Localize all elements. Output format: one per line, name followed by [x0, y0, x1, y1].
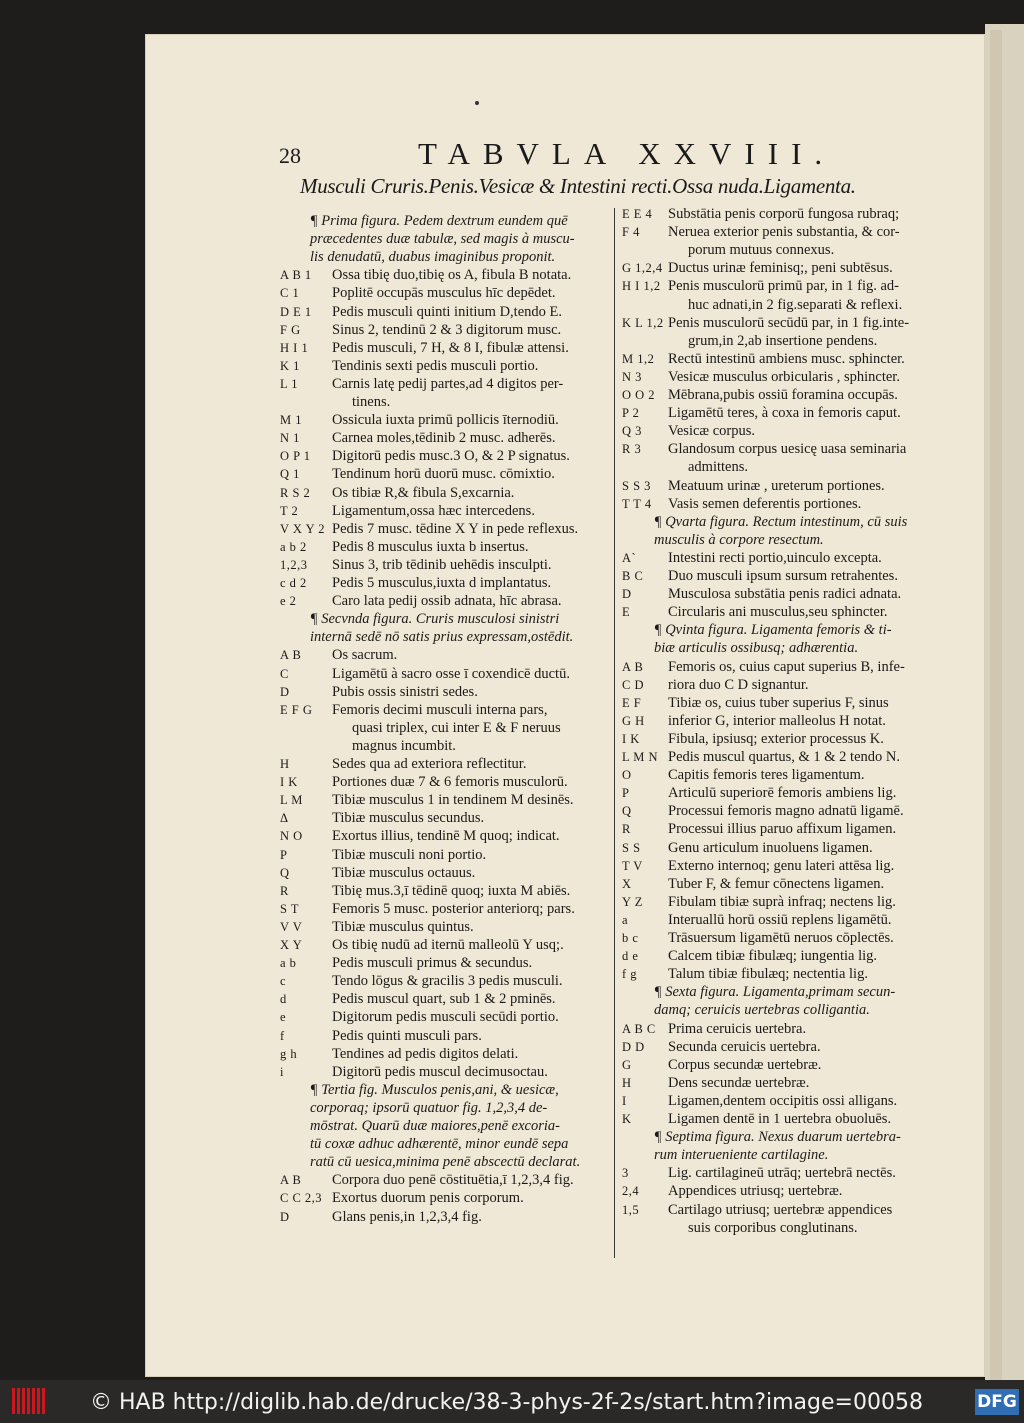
- entry-text: Carnis latę pedij partes,ad 4 digitos per-: [332, 375, 564, 392]
- entry-label: I: [622, 1093, 627, 1108]
- entry-text: Carnea moles,tēdinib 2 musc. adherēs.: [332, 430, 556, 447]
- entry-text: Corpora duo penē cōstituētia,ī 1,2,3,4 fig.: [332, 1172, 574, 1189]
- entry-text: Sinus 3, trib tēdinib uehēdis insculpti.: [332, 556, 552, 573]
- page-number: 28: [279, 143, 301, 168]
- entry-text: Corpus secundæ uertebræ.: [668, 1056, 822, 1073]
- entry-label: 1,2,3: [280, 557, 308, 572]
- entry-label: Q: [622, 804, 632, 819]
- entry-label: a: [622, 912, 629, 927]
- entry-label: Q: [280, 865, 290, 880]
- entry-label: F 4: [622, 225, 640, 240]
- entry-label: R: [280, 883, 289, 898]
- entry-text: Tibiæ musculi noni portio.: [332, 846, 487, 863]
- figure-caption: ¶ Qvinta figura. Ligamenta femoris & ti-: [654, 622, 892, 639]
- entry-text: Cartilago utriusq; uertebræ appendices: [668, 1201, 893, 1218]
- entry-label: P: [280, 847, 288, 862]
- entry-text: Vesicæ musculus orbicularis , sphincter.: [668, 368, 900, 385]
- entry-text: Os tibiæ R,& fibula S,excarnia.: [332, 484, 515, 501]
- entry-label: D D: [622, 1039, 645, 1054]
- figure-caption: ¶ Prima figura. Pedem dextrum eundem quē: [310, 213, 568, 229]
- entry-label: G: [622, 1057, 632, 1072]
- entry-text: Tendines ad pedis digitos delati.: [332, 1045, 519, 1062]
- entry-text: tinens.: [352, 394, 391, 410]
- entry-text: Dens secundæ uertebræ.: [668, 1074, 810, 1091]
- entry-text: Substātia penis corporū fungosa rubraq;: [668, 206, 900, 222]
- entry-label: K 1: [280, 358, 300, 373]
- entry-label: H I 1: [280, 340, 309, 355]
- entry-label: L M N: [622, 750, 659, 764]
- entry-label: C C 2,3: [280, 1191, 323, 1206]
- entry-text: magnus incumbit.: [352, 737, 456, 754]
- entry-label: K L 1,2: [622, 315, 664, 330]
- entry-label: f g: [622, 967, 638, 982]
- figure-caption: tū coxæ adhuc adhærentē, minor eundē sepa: [310, 1136, 569, 1153]
- figure-caption: ¶ Sexta figura. Ligamenta,primam secun-: [654, 984, 896, 1001]
- entry-label: g h: [280, 1046, 298, 1061]
- hab-logo-icon: [12, 1388, 46, 1414]
- entry-text: Portiones duæ 7 & 6 femoris musculorū.: [332, 774, 568, 791]
- entry-text: Prima ceruicis uertebra.: [668, 1020, 807, 1037]
- entry-text: Sedes qua ad exteriora reflectitur.: [332, 756, 527, 772]
- figure-caption: ratū cū uesica,minima penē abscectū declarat.: [310, 1154, 581, 1171]
- entry-label: A B: [280, 1173, 302, 1188]
- footer-link[interactable]: © HAB http://diglib.hab.de/drucke/38-3-phys-2f-2s/start.htm?image=00058: [90, 1390, 923, 1415]
- page-subtitle: Musculi Cruris.Penis.Vesicæ & Intestini recti.Ossa nuda.Ligamenta.: [300, 174, 856, 198]
- entry-text: Neruea exterior penis substantia, & cor-: [668, 224, 900, 241]
- entry-label: D: [622, 587, 632, 602]
- entry-label: A`: [622, 550, 637, 565]
- entry-text: Calcem tibiæ fibulæq; iungentia lig.: [668, 948, 878, 965]
- entry-label: S S: [622, 840, 641, 855]
- entry-label: e: [280, 1010, 287, 1025]
- figure-caption: mōstrat. Quarū duæ maiores,penē excoria-: [310, 1118, 560, 1134]
- entry-text: Tendinis sexti pedis musculi portio.: [332, 357, 539, 374]
- figure-caption: corporaq; ipsorū quatuor fig. 1,2,3,4 de-: [310, 1099, 548, 1116]
- figure-caption: rum interueniente cartilagine.: [654, 1147, 829, 1164]
- entry-text: Pedis musculi primus & secundus.: [332, 955, 533, 972]
- entry-label: N 3: [622, 369, 642, 384]
- entry-label: M 1,2: [622, 351, 655, 366]
- entry-text: Ligamētū à sacro osse ī coxendicē ductū.: [332, 665, 570, 682]
- entry-label: B C: [622, 569, 644, 583]
- entry-text: Tibiæ musculus 1 in tendinem M desinēs.: [332, 792, 574, 809]
- entry-text: Femoris 5 musc. posterior anteriorq; pars.: [332, 900, 575, 917]
- entry-label: H I 1,2: [622, 279, 661, 294]
- entry-text: Tuber F, & femur cōnectens ligamen.: [668, 875, 885, 892]
- entry-text: Caro lata pedij ossib adnata, hīc abrasa.: [332, 593, 562, 610]
- entry-text: riora duo C D signantur.: [668, 676, 809, 693]
- figure-caption: internā sedē nō satis prius expressam,ostēdit.: [310, 629, 574, 646]
- entry-text: Pedis 7 musc. tēdine X Y in pede reflexus.: [332, 520, 579, 537]
- entry-label: E F G: [280, 702, 313, 717]
- page-mark: [475, 101, 479, 105]
- entry-label: X: [622, 876, 632, 891]
- entry-label: P: [622, 786, 630, 801]
- entry-text: Mēbrana,pubis ossiū foramina occupās.: [668, 387, 898, 403]
- entry-text: Ligamen,dentem occipitis ossi alligans.: [668, 1092, 898, 1109]
- figure-caption: lis denudatū, duabus imaginibus proponit.: [310, 249, 556, 266]
- entry-text: porum mutuus connexus.: [688, 242, 835, 259]
- entry-label: K: [622, 1112, 632, 1126]
- entry-label: 1,5: [622, 1202, 640, 1217]
- entry-label: a b 2: [280, 539, 307, 554]
- entry-label: L M: [280, 793, 303, 808]
- entry-text: Tibię mus.3,ī tēdinē quoq; iuxta M abiēs.: [332, 882, 571, 899]
- entry-text: Femoris decimi musculi interna pars,: [332, 701, 548, 718]
- entry-label: V V: [280, 919, 303, 934]
- entry-label: X Y: [280, 938, 303, 952]
- entry-text: Ductus urinæ feminisq;, peni subtēsus.: [668, 260, 893, 277]
- entry-text: Processui femoris magno adnatū ligamē.: [668, 803, 904, 820]
- entry-text: Rectū intestinū ambiens musc. sphincter.: [668, 350, 905, 367]
- entry-label: H: [280, 757, 290, 771]
- figure-caption: præcedentes duæ tabulæ, sed magis à muscu-: [310, 231, 575, 248]
- entry-label: C 1: [280, 286, 300, 301]
- entry-label: S T: [280, 901, 299, 916]
- column-divider: [614, 208, 615, 1258]
- dfg-logo: DFG: [975, 1389, 1019, 1415]
- entry-text: Sinus 2, tendinū 2 & 3 digitorum musc.: [332, 321, 562, 338]
- entry-text: Vasis semen deferentis portiones.: [668, 495, 862, 512]
- entry-text: Processui illius paruo affixum ligamen.: [668, 821, 897, 838]
- entry-label: H: [622, 1075, 632, 1090]
- figure-caption: biæ articulis ossibusq; adhærentia.: [654, 640, 859, 657]
- entry-label: c d 2: [280, 576, 307, 590]
- entry-text: Penis musculorū primū par, in 1 fig. ad-: [668, 278, 899, 295]
- entry-text: Glans penis,in 1,2,3,4 fig.: [332, 1208, 482, 1225]
- entry-text: Tibiæ musculus quintus.: [332, 918, 474, 935]
- entry-label: M 1: [280, 413, 302, 428]
- entry-text: Tibiæ musculus secundus.: [332, 810, 485, 827]
- entry-label: d: [280, 992, 287, 1007]
- entry-text: Ossa tibię duo,tibię os A, fibula B notata.: [332, 267, 572, 284]
- entry-text: Appendices utriusq; uertebræ.: [668, 1183, 843, 1200]
- entry-text: Pubis ossis sinistri sedes.: [332, 683, 478, 700]
- entry-text: Pedis musculi quinti initium D,tendo E.: [332, 303, 562, 320]
- entry-text: grum,in 2,ab insertione pendens.: [688, 332, 878, 349]
- entry-text: Tibiæ musculus octauus.: [332, 864, 476, 881]
- entry-label: O P 1: [280, 449, 311, 464]
- entry-text: Ossicula iuxta primū pollicis īternodiū.: [332, 412, 559, 429]
- figure-caption: ¶ Tertia fig. Musculos penis,ani, & uesicæ,: [310, 1081, 559, 1098]
- entry-text: Femoris os, cuius caput superius B, infe-: [668, 658, 905, 675]
- entry-text: Intestini recti portio,uinculo excepta.: [668, 549, 882, 566]
- entry-label: 2,4: [622, 1184, 640, 1199]
- entry-text: Circularis ani musculus,seu sphincter.: [668, 604, 888, 621]
- figure-caption: ¶ Secvnda figura. Cruris musculosi sinistri: [310, 611, 560, 628]
- entry-label: E: [622, 605, 631, 620]
- entry-label: A B: [622, 659, 644, 674]
- entry-text: Pedis quinti musculi pars.: [332, 1027, 482, 1044]
- entry-label: S S 3: [622, 478, 651, 493]
- entry-text: Interuallū horū ossiū replens ligamētū.: [668, 911, 892, 928]
- entry-label: C: [280, 666, 289, 681]
- entry-label: f: [280, 1028, 285, 1043]
- entry-label: R 3: [622, 442, 642, 457]
- entry-text: Ligamen dentē in 1 uertebra obuoluēs.: [668, 1111, 892, 1127]
- entry-label: L 1: [280, 376, 299, 391]
- figure-caption: ¶ Qvarta figura. Rectum intestinum, cū suis: [654, 513, 908, 530]
- entry-label: E E 4: [622, 207, 653, 221]
- entry-label: T T 4: [622, 496, 652, 511]
- figure-caption: ¶ Septima figura. Nexus duarum uertebra-: [654, 1129, 901, 1146]
- entry-label: T 2: [280, 503, 299, 518]
- entry-label: D E 1: [280, 304, 312, 319]
- entry-label: T V: [622, 858, 643, 873]
- figure-caption: damq; ceruicis uertebras colligantia.: [654, 1002, 870, 1019]
- entry-text: Poplitē occupās musculus hīc depēdet.: [332, 285, 556, 302]
- entry-label: G H: [622, 713, 645, 728]
- entry-label: O: [622, 768, 632, 783]
- entry-label: Δ: [280, 811, 289, 826]
- entry-label: d e: [622, 949, 639, 964]
- entry-label: a b: [280, 956, 297, 971]
- entry-label: 3: [622, 1166, 629, 1181]
- entry-label: A B 1: [280, 268, 312, 283]
- entry-label: I K: [622, 731, 640, 746]
- entry-text: Glandosum corpus uesicę uasa seminaria: [668, 441, 907, 458]
- entry-text: Pedis 8 musculus iuxta b insertus.: [332, 538, 529, 555]
- entry-label: i: [280, 1064, 284, 1079]
- entry-text: Pedis muscul quart, sub 1 & 2 pminēs.: [332, 991, 556, 1008]
- entry-text: inferior G, interior malleolus H notat.: [668, 712, 886, 729]
- entry-label: E F: [622, 695, 642, 710]
- entry-text: Duo musculi ipsum sursum retrahentes.: [668, 568, 898, 584]
- entry-text: Genu articulum inuoluens ligamen.: [668, 839, 873, 856]
- entry-text: Ligamētū teres, à coxa in femoris caput.: [668, 405, 901, 422]
- entry-text: Tibiæ os, cuius tuber superius F, sinus: [668, 694, 889, 711]
- entry-label: D: [280, 684, 290, 699]
- entry-label: Q 3: [622, 424, 642, 439]
- entry-text: Lig. cartilagineū utrāq; uertebrā nectēs.: [668, 1165, 896, 1182]
- entry-text: Fibula, ipsiusq; exterior processus K.: [668, 730, 884, 747]
- entry-text: admittens.: [688, 459, 749, 476]
- entry-text: Pedis muscul quartus, & 1 & 2 tendo N.: [668, 749, 900, 765]
- entry-text: Vesicæ corpus.: [668, 423, 755, 440]
- entry-label: Q 1: [280, 467, 300, 482]
- entry-label: P 2: [622, 406, 640, 421]
- entry-text: Os tibię nudū ad iternū malleolū Y usq;.: [332, 937, 564, 953]
- entry-label: A B C: [622, 1021, 656, 1036]
- entry-text: Pedis 5 musculus,iuxta d implantatus.: [332, 575, 552, 591]
- entry-label: D: [280, 1209, 290, 1224]
- entry-label: R: [622, 822, 631, 837]
- next-page-edge: [990, 30, 1002, 1380]
- entry-text: Ligamentum,ossa hæc intercedens.: [332, 502, 535, 519]
- page-title: TABVLA XXVIII.: [418, 136, 836, 171]
- entry-label: Y Z: [622, 894, 643, 909]
- entry-text: Tendo lōgus & gracilis 3 pedis musculi.: [332, 973, 563, 990]
- entry-text: suis corporibus conglutinans.: [688, 1219, 858, 1236]
- entry-text: Pedis musculi, 7 H, & 8 I, fibulæ attensi.: [332, 339, 569, 356]
- entry-text: Digitorum pedis musculi secūdi portio.: [332, 1009, 559, 1026]
- figure-caption: musculis à corpore resectum.: [654, 531, 824, 548]
- entry-label: c: [280, 974, 287, 989]
- entry-label: A B: [280, 648, 302, 663]
- entry-text: quasi triplex, cui inter E & F neruus: [352, 719, 561, 736]
- entry-label: G 1,2,4: [622, 261, 663, 276]
- entry-text: Capitis femoris teres ligamentum.: [668, 767, 865, 784]
- entry-label: O O 2: [622, 388, 656, 402]
- entry-text: Articulū superiorē femoris ambiens lig.: [668, 785, 897, 802]
- entry-label: R S 2: [280, 485, 311, 500]
- entry-label: N O: [280, 829, 303, 844]
- entry-label: F G: [280, 322, 301, 337]
- entry-label: e 2: [280, 594, 297, 609]
- entry-text: Penis musculorū secūdū par, in 1 fig.inte-: [668, 314, 910, 331]
- entry-text: Fibulam tibiæ suprà infraq; nectens lig.: [668, 893, 896, 910]
- entry-text: Os sacrum.: [332, 647, 398, 664]
- entry-label: N 1: [280, 431, 300, 446]
- entry-text: Secunda ceruicis uertebra.: [668, 1038, 821, 1055]
- entry-text: Digitorū pedis musc.3 O, & 2 P signatus.: [332, 448, 570, 465]
- entry-text: Meatuum urinæ , ureterum portiones.: [668, 477, 885, 494]
- entry-text: huc adnati,in 2 fig.separati & reflexi.: [688, 296, 903, 313]
- entry-text: Talum tibiæ fibulæq; nectentia lig.: [668, 966, 868, 983]
- entry-text: Musculosa substātia penis radici adnata.: [668, 586, 902, 603]
- entry-label: C D: [622, 677, 644, 692]
- entry-label: V X Y 2: [280, 521, 326, 536]
- entry-text: Digitorū pedis muscul decimusoctau.: [332, 1063, 548, 1080]
- entry-label: b c: [622, 931, 639, 945]
- entry-text: Exortus illius, tendinē M quoq; indicat.: [332, 828, 560, 845]
- entry-text: Tendinum horū duorū musc. cōmixtio.: [332, 466, 555, 483]
- entry-text: Trāsuersum ligamētū neruos cōplectēs.: [668, 930, 894, 946]
- entry-label: I K: [280, 775, 298, 790]
- entry-text: Externo internoq; genu lateri attēsa lig.: [668, 857, 895, 874]
- entry-text: Exortus duorum penis corporum.: [332, 1190, 524, 1207]
